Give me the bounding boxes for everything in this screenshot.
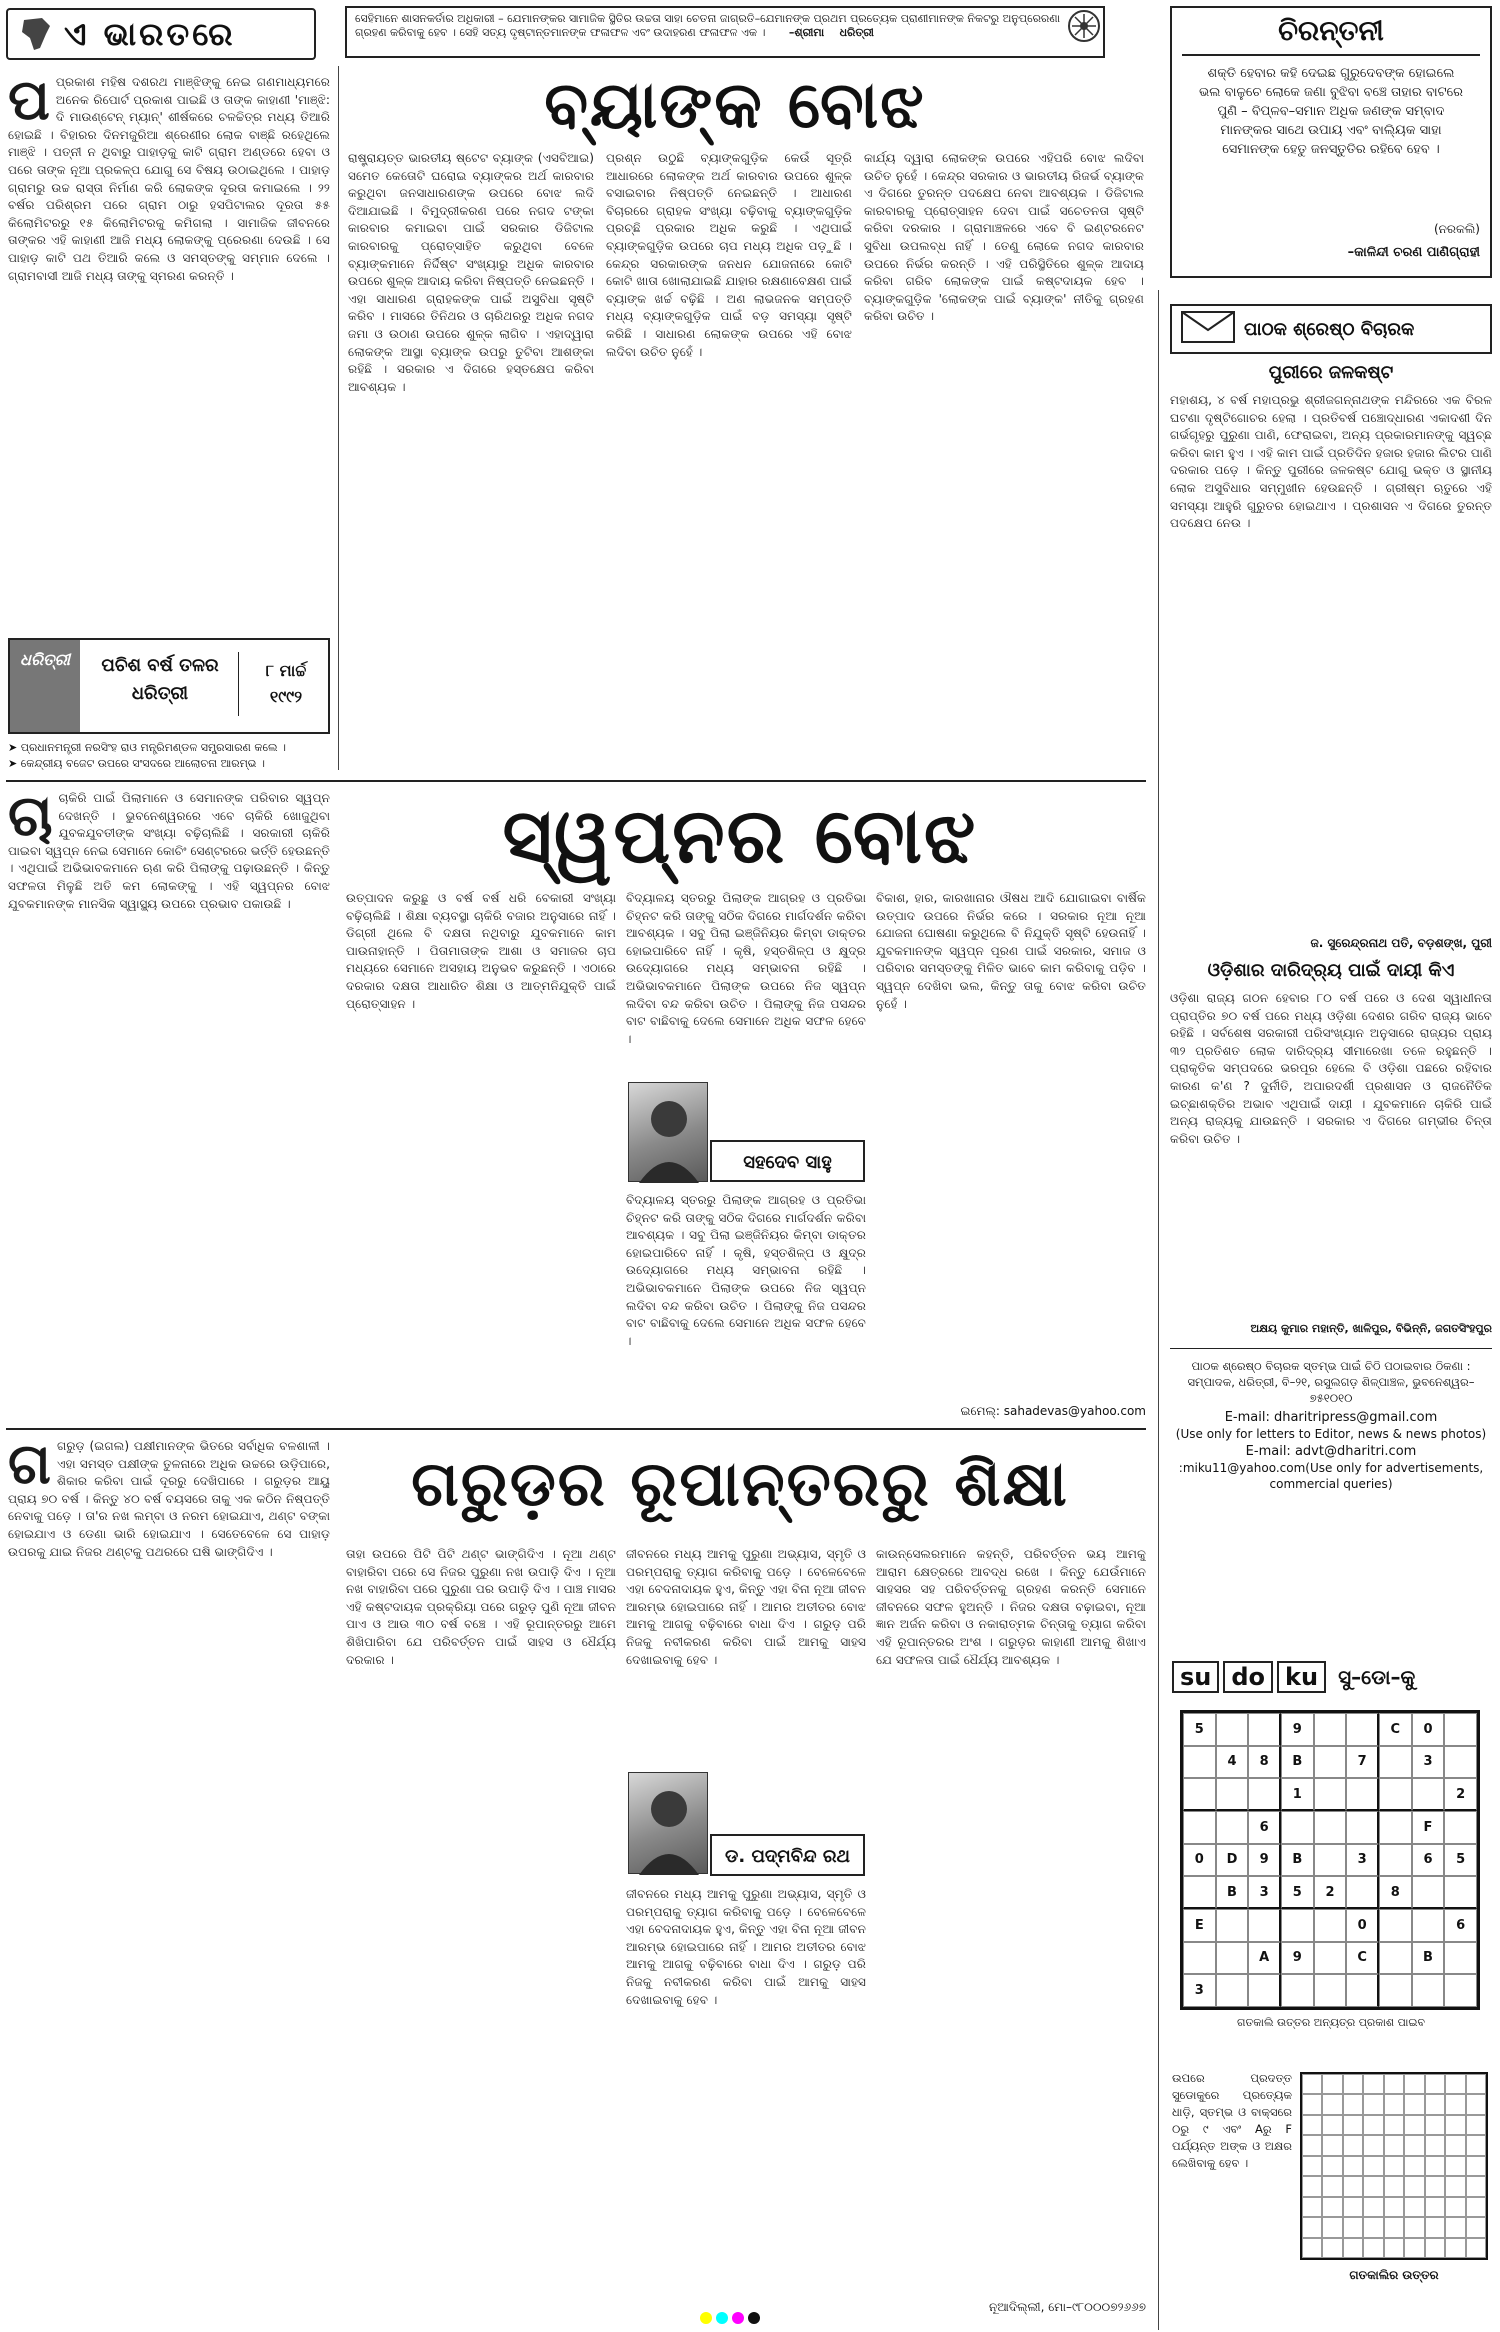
sudoku-cell[interactable]: E [1183,1909,1216,1942]
sudoku-rules: ଉପରେ ପ୍ରଦତ୍ତ ସୁଡୋକୁରେ ପ୍ରତ୍ୟେକ ଧାଡ଼ି, ସ୍ତମ୍ଭ ଓ ବାକ୍ସରେ ୦ରୁ ୯ ଏବଂ Aରୁ F ପର୍ଯ୍ୟନ୍ତ ଅଙ୍କ ଓ ଅକ୍ଷର ଲେଖିବାକୁ ହେବ । [1172,2071,1292,2170]
sudoku-cell[interactable] [1379,1942,1412,1975]
dream-column-1: ଚାଚାକିରି ପାଇଁ ପିଲାମାନେ ଓ ସେମାନଙ୍କ ପରିବାର ସ୍ୱପ୍ନ ଦେଖନ୍ତି । ଭୁବନେଶ୍ୱରରେ ଏବେ ଚାକିରି ଖୋଜୁଥିବା ଯୁବକଯୁବତୀଙ୍କ ସଂଖ୍ୟା ବଢ଼ିଚାଲିଛି । ସରକାରୀ ଚାକିରି ପାଇବା ସ୍ୱପ୍ନ ନେଇ ସେମାନେ କୋଚିଂ ସେଣ୍ଟରରେ ଭର୍ତ୍ତି ହେଉଛନ୍ତି । ଏଥିପାଇଁ ଅଭିଭାବକମାନେ ଋଣ କରି ପିଲାଙ୍କୁ ପଢ଼ାଉଛନ୍ତି । କିନ୍ତୁ ସଫଳତା ମିଳୁଛି ଅତି କମ ଲୋକଙ୍କୁ । ଏହି ସ୍ୱପ୍ନର ବୋଝ ଯୁବକମାନଙ୍କ ମାନସିକ ସ୍ୱାସ୍ଥ୍ୟ ଉପରେ ପ୍ରଭାବ ପକାଉଛି । [8,790,330,911]
sudoku-cell[interactable]: 8 [1379,1876,1412,1909]
chirantani-author: –କାଳିନ୍ଦୀ ଚରଣ ପାଣିଗ୍ରାହୀ [1347,245,1480,260]
sudoku-solution-note: ଗତକାଲି ଉତ୍ତର ଅନ୍ୟତ୍ର ପ୍ରକାଶ ପାଇବ [1237,2016,1425,2029]
sudoku-solution-cell [1466,2094,1486,2114]
sudoku-solution-cell [1384,2135,1404,2155]
sudoku-cell[interactable]: B [1412,1942,1445,1975]
sudoku-cell[interactable] [1248,1713,1281,1746]
sudoku-solution-cell [1425,2238,1445,2258]
sudoku-cell[interactable]: 0 [1183,1844,1216,1877]
sudoku-solution-cell [1445,2176,1465,2196]
sudoku-cell[interactable] [1379,1778,1412,1811]
sudoku-cell[interactable] [1444,1713,1477,1746]
dream-column-3: ବିଦ୍ୟାଳୟ ସ୍ତରରୁ ପିଲାଙ୍କ ଆଗ୍ରହ ଓ ପ୍ରତିଭା ଚିହ୍ନଟ କରି ତାଙ୍କୁ ସଠିକ ଦିଗରେ ମାର୍ଗଦର୍ଶନ କରିବା ଆବଶ୍ୟକ । ସବୁ ପିଲା ଇଞ୍ଜିନିୟର କିମ୍ବା ଡାକ୍ତର ହୋଇପାରିବେ ନାହିଁ । କୃଷି, ହସ୍ତଶିଳ୍ପ ଓ କ୍ଷୁଦ୍ର ଉଦ୍ୟୋଗରେ ମଧ୍ୟ ସମ୍ଭାବନା ରହିଛି । ଅଭିଭାବକମାନେ ପିଲାଙ୍କ ଉପରେ ନିଜ ସ୍ୱପ୍ନ ଲଦିବା ବନ୍ଦ କରିବା ଉଚିତ । ପିଲାଙ୍କୁ ନିଜ ପସନ୍ଦର ବାଟ ବାଛିବାକୁ ଦେଲେ ସେମାନେ ଅଧିକ ସଫଳ ହେବେ । [626,891,866,1046]
sudoku-solution-cell [1425,2197,1445,2217]
sudoku-solution-cell [1404,2238,1424,2258]
sudoku-solution-cell [1363,2176,1383,2196]
sudoku-cell[interactable] [1314,1746,1347,1779]
sudoku-solution-cell [1425,2156,1445,2176]
sudoku-answer-label: ଗତକାଲିର ଉତ୍ତର [1349,2268,1439,2282]
sudoku-solution-cell [1466,2197,1486,2217]
sudoku-solution-cell [1363,2156,1383,2176]
dharma-wheel-icon [1068,10,1100,42]
sudoku-cell[interactable]: 3 [1183,1974,1216,2007]
letter-2-author: ଅକ୍ଷୟ କୁମାର ମହାନ୍ତି, ଖାଳିପୁର, ବିଭିନ୍ନି, ଜଗତସିଂହପୁର [1250,1322,1492,1335]
sudoku-cell[interactable]: 2 [1444,1778,1477,1811]
letter-1-title: ପୁରୀରେ ଜଳକଷ୍ଟ [1268,362,1394,383]
sudoku-cell[interactable] [1281,1811,1314,1844]
dream-column-3b: ବିଦ୍ୟାଳୟ ସ୍ତରରୁ ପିଲାଙ୍କ ଆଗ୍ରହ ଓ ପ୍ରତିଭା ଚିହ୍ନଟ କରି ତାଙ୍କୁ ସଠିକ ଦିଗରେ ମାର୍ଗଦର୍ଶନ କରିବା ଆବଶ୍ୟକ । ସବୁ ପିଲା ଇଞ୍ଜିନିୟର କିମ୍ବା ଡାକ୍ତର ହୋଇପାରିବେ ନାହିଁ । କୃଷି, ହସ୍ତଶିଳ୍ପ ଓ କ୍ଷୁଦ୍ର ଉଦ୍ୟୋଗରେ ମଧ୍ୟ ସମ୍ଭାବନା ରହିଛି । ଅଭିଭାବକମାନେ ପିଲାଙ୍କ ଉପରେ ନିଜ ସ୍ୱପ୍ନ ଲଦିବା ବନ୍ଦ କରିବା ଉଚିତ । ପିଲାଙ୍କୁ ନିଜ ପସନ୍ଦର ବାଟ ବାଛିବାକୁ ଦେଲେ ସେମାନେ ଅଧିକ ସଫଳ ହେବେ । [626,1193,866,1348]
sudoku-cell[interactable] [1183,1746,1216,1779]
sudoku-cell[interactable]: C [1379,1713,1412,1746]
sudoku-solution-cell [1466,2135,1486,2155]
sudoku-solution-cell [1425,2135,1445,2155]
sudoku-solution-cell [1425,2094,1445,2114]
sudoku-cell[interactable]: 6 [1248,1811,1281,1844]
sudoku-solution-cell [1322,2135,1342,2155]
editor-email[interactable]: E-mail: dharitripress@gmail.com [1224,1410,1438,1425]
sudoku-previous-solution [1300,2072,1488,2260]
sudoku-solution-cell [1343,2197,1363,2217]
sudoku-cell[interactable] [1281,1974,1314,2007]
twentyfive-title: ପଚିଶ ବର୍ଷ ତଳର ଧରିତ୍ରୀ [101,655,219,704]
bank-column-2: ରାଷ୍ଟ୍ରାୟତ୍ତ ଭାରତୀୟ ଷ୍ଟେଟ ବ୍ୟାଙ୍କ (ଏସବିଆଇ) ସମେତ କେତୋଟି ଘରୋଇ ବ୍ୟାଙ୍କର ଅର୍ଥ କାରବାର କରୁଥିବା ଜନସାଧାରଣଙ୍କ ଉପରେ ବୋଝ ଲଦି ଦିଆଯାଇଛି । ବିମୁଦ୍ରୀକରଣ ପରେ ନଗଦ ଟଙ୍କା କାରବାର କମାଇବା ପାଇଁ ସରକାର ଡିଜିଟାଲ କାରବାରକୁ ପ୍ରୋତ୍ସାହିତ କରୁଥିବା ବେଳେ ବ୍ୟାଙ୍କମାନେ ନିର୍ଦ୍ଦିଷ୍ଟ ସଂଖ୍ୟାରୁ ଅଧିକ କାରବାର ଉପରେ ଶୁଳ୍କ ଆଦାୟ କରିବା ନିଷ୍ପତ୍ତି ନେଇଛନ୍ତି । ଏହା ସାଧାରଣ ଗ୍ରାହକଙ୍କ ପାଇଁ ଅସୁବିଧା ସୃଷ୍ଟି କରିବ । ମାସରେ ତିନିଥର ଓ ଚାରିଥରରୁ ଅଧିକ ନଗଦ ଜମା ଓ ଉଠାଣ ଉପରେ ଶୁଳ୍କ ଲାଗିବ । ଏହାଦ୍ୱାରା ଲୋକଙ୍କ ଆସ୍ଥା ବ୍ୟାଙ୍କ ଉପରୁ ତୁଟିବା ଆଶଙ୍କା ରହିଛି । ସରକାର ଏ ଦିଗରେ ହସ୍ତକ୍ଷେପ କରିବା ଆବଶ୍ୟକ । [348,151,594,394]
sudoku-solution-cell [1466,2156,1486,2176]
sudoku-cell[interactable] [1216,1778,1249,1811]
sudoku-cell[interactable]: 3 [1412,1746,1445,1779]
sudoku-cell[interactable]: 4 [1216,1746,1249,1779]
sudoku-solution-cell [1404,2074,1424,2094]
contact-note: ପାଠକ ଶ୍ରେଷ୍ଠ ବିଚାରକ ସ୍ତମ୍ଭ ପାଇଁ ଚିଠି ପଠାଇବାର ଠିକଣା : ସମ୍ପାଦକ, ଧରିତ୍ରୀ, ବି–୨୧, ରସୁଲଗଡ଼ ଶିଳ୍ପାଞ୍ଚଳ, ଭୁବନେଶ୍ୱର–୭୫୧୦୧୦ [1187,1359,1475,1405]
garuda-column-3: ଜୀବନରେ ମଧ୍ୟ ଆମକୁ ପୁରୁଣା ଅଭ୍ୟାସ, ସ୍ମୃତି ଓ ପରମ୍ପରାକୁ ତ୍ୟାଗ କରିବାକୁ ପଡ଼େ । ବେଳେବେଳେ ଏହା ବେଦନାଦାୟକ ହୁଏ, କିନ୍ତୁ ଏହା ବିନା ନୂଆ ଜୀବନ ଆରମ୍ଭ ହୋଇପାରେ ନାହିଁ । ଆମର ଅତୀତର ବୋଝ ଆମକୁ ଆଗକୁ ବଢ଼ିବାରେ ବାଧା ଦିଏ । ଗରୁଡ଼ ପରି ନିଜକୁ ନବୀକରଣ କରିବା ପାଇଁ ଆମକୁ ସାହସ ଦେଖାଇବାକୁ ହେବ । [626,1547,866,1667]
sudoku-solution-cell [1322,2115,1342,2135]
dream-column-2: ଉତ୍ପାଦନ କରୁଛୁ ଓ ବର୍ଷ ବର୍ଷ ଧରି ବେକାରୀ ସଂଖ୍ୟା ବଢ଼ିଚାଲିଛି । ଶିକ୍ଷା ବ୍ୟବସ୍ଥା ଚାକିରି ବଜାର ଅନୁସାରେ ନାହିଁ । ଡିଗ୍ରୀ ଥିଲେ ବି ଦକ୍ଷତା ନଥିବାରୁ ଯୁବକମାନେ କାମ ପାଉନାହାନ୍ତି । ପିତାମାତାଙ୍କ ଆଶା ଓ ସମାଜର ଚାପ ମଧ୍ୟରେ ସେମାନେ ଅସହାୟ ଅନୁଭବ କରୁଛନ୍ତି । ଏଠାରେ ଦରକାର ଦକ୍ଷତା ଆଧାରିତ ଶିକ୍ଷା ଓ ଆତ୍ମନିଯୁକ୍ତି ପାଇଁ ପ୍ରୋତ୍ସାହନ । [346,891,616,1011]
sudoku-solution-cell [1445,2156,1465,2176]
sudoku-cell[interactable]: B [1281,1844,1314,1877]
sudoku-cell[interactable] [1314,1778,1347,1811]
sudoku-cell[interactable] [1216,1713,1249,1746]
sudoku-grid[interactable] [1180,1710,1480,2010]
twentyfive-years-box [8,638,330,734]
advt-email-2[interactable]: :miku11@yahoo.com(Use only for advertisements, commercial queries) [1178,1461,1484,1491]
sudoku-cell[interactable] [1314,1713,1347,1746]
sudoku-cell[interactable]: B [1281,1746,1314,1779]
envelope-icon [1180,310,1236,348]
editor-email-note: (Use only for letters to Editor, news & news photos) [1175,1427,1487,1441]
sudoku-cell[interactable] [1444,1974,1477,2007]
letter-2-body: ଓଡ଼ିଶା ରାଜ୍ୟ ଗଠନ ହେବାର ୮୦ ବର୍ଷ ପରେ ଓ ଦେଶ ସ୍ୱାଧୀନତା ପ୍ରାପ୍ତିର ୭୦ ବର୍ଷ ପରେ ମଧ୍ୟ ଓଡ଼ିଶା ଦେଶର ଗରିବ ରାଜ୍ୟ ଭାବେ ରହିଛି । ସର୍ବଶେଷ ସରକାରୀ ପରିସଂଖ୍ୟାନ ଅନୁସାରେ ରାଜ୍ୟର ପ୍ରାୟ ୩୨ ପ୍ରତିଶତ ଲୋକ ଦାରିଦ୍ର୍ୟ ସୀମାରେଖା ତଳେ ରହୁଛନ୍ତି । ପ୍ରାକୃତିକ ସମ୍ପଦରେ ଭରପୂର ହେଲେ ବି ଓଡ଼ିଶା ପଛରେ ରହିବାର କାରଣ କ'ଣ ? ଦୁର୍ନୀତି, ଅପାରଦର୍ଶୀ ପ୍ରଶାସନ ଓ ରାଜନୈତିକ ଇଚ୍ଛାଶକ୍ତିର ଅଭାବ ଏଥିପାଇଁ ଦାୟୀ । ଯୁବକମାନେ ଚାକିରି ପାଇଁ ଅନ୍ୟ ରାଜ୍ୟକୁ ଯାଉଛନ୍ତି । ସରକାର ଏ ଦିଗରେ ଗମ୍ଭୀର ଚିନ୍ତା କରିବା ଉଚିତ । [1170,991,1492,1146]
sudoku-cell[interactable] [1248,1909,1281,1942]
sudoku-cell[interactable]: A [1248,1942,1281,1975]
sudoku-cell[interactable]: F [1412,1811,1445,1844]
sudoku-solution-cell [1384,2156,1404,2176]
sudoku-cell[interactable]: D [1216,1844,1249,1877]
letter-1-body: ମହାଶୟ, ୪ ବର୍ଷ ମହାପ୍ରଭୁ ଶ୍ରୀଜଗନ୍ନାଥଙ୍କ ମନ୍ଦିରରେ ଏକ ବିରଳ ଘଟଣା ଦୃଷ୍ଟିଗୋଚର ହେଲା । ପ୍ରତିବର୍ଷ ପଞ୍ଚୋଦ୍ଧାରଣ ଏକାଦଶୀ ଦିନ ଗର୍ଭଗୃହରୁ ପୁରୁଣା ପାଣି, ଫେରାଇବା, ଅନ୍ୟ ପ୍ରକାରମାନଙ୍କୁ ସ୍ୱଚ୍ଛ କରିବା କାମ ହୁଏ । ଏହି କାମ ପାଇଁ ପ୍ରତିଦିନ ହଜାର ହଜାର ଲିଟର ପାଣି ଦରକାର ପଡ଼େ । କିନ୍ତୁ ପୁରୀରେ ଜଳକଷ୍ଟ ଯୋଗୁ ଭକ୍ତ ଓ ସ୍ଥାନୀୟ ଲୋକ ଅସୁବିଧାର ସମ୍ମୁଖୀନ ହେଉଛନ୍ତି । ଗ୍ରୀଷ୍ମ ଋତୁରେ ଏହି ସମସ୍ୟା ଆହୁରି ଗୁରୁତର ହୋଇଥାଏ । ପ୍ରଶାସନ ଏ ଦିଗରେ ତୁରନ୍ତ ପଦକ୍ଷେପ ନେଉ । [1170,393,1492,531]
sudoku-cell[interactable] [1346,1811,1379,1844]
sudoku-cell[interactable] [1183,1778,1216,1811]
sudoku-solution-cell [1322,2156,1342,2176]
sudoku-solution-cell [1322,2094,1342,2114]
sudoku-solution-cell [1302,2197,1322,2217]
bank-column-3: ପ୍ରଶ୍ନ ଉଠୁଛି ବ୍ୟାଙ୍କଗୁଡ଼ିକ କେଉଁ ସୂତ୍ରି ଆଧାରରେ ଲୋକଙ୍କ ଅର୍ଥ କାରବାର ଉପରେ ଶୁଳ୍କ ବସାଇବାର ନିଷ୍ପତ୍ତି ନେଇଛନ୍ତି । ଆଧାରଣ ବିଚାରରେ ଗ୍ରାହକ ସଂଖ୍ୟା ବଢ଼ିବାକୁ ବ୍ୟାଙ୍କଗୁଡ଼ିକ ପ୍ରଚ୍ଛି ପ୍ରକାର ଅଧିକ କରୁଛି । ଏଥିପାଇଁ ବ୍ୟାଙ୍କଗୁଡ଼ିକ ଉପରେ ଚାପ ମଧ୍ୟ ଅଧିକ ପଡ଼ୁଛି । କେନ୍ଦ୍ର ସରକାରଙ୍କ ଜନଧନ ଯୋଜନାରେ କୋଟି କୋଟି ଖାତା ଖୋଲାଯାଇଛି ଯାହାର ରକ୍ଷଣାବେକ୍ଷଣ ପାଇଁ ବ୍ୟାଙ୍କ ଖର୍ଚ୍ଚ ବଢ଼ିଛି । ଅଣ ଲାଭଜନକ ସମ୍ପତ୍ତି ମଧ୍ୟ ବ୍ୟାଙ୍କଗୁଡ଼ିକ ପାଇଁ ବଡ଼ ସମସ୍ୟା ସୃଷ୍ଟି କରିଛି । ସାଧାରଣ ଲୋକଙ୍କ ଉପରେ ଏହି ବୋଝ ଲଦିବା ଉଚିତ ନୁହେଁ । [606,151,852,359]
top-quote-box: ସେହିମାନେ ଶାସନକର୍ତାର ଅଧିକାରୀ – ଯେମାନଙ୍କର ସାମାଜିକ ସ୍ଥିତିର ଉଚ୍ଚତା ସାହା ଚେତନା ଜାଗ୍ରତି–ଯେମାନଙ୍କ ପ୍ରଥମ ପ୍ରତ୍ୟେକ ପ୍ରାଣୀମାନଙ୍କ ନିକଟରୁ ଅନୁପ୍ରେରଣା ଗ୍ରହଣ କରିବାକୁ ହେବ । ସେହି ସତ୍ୟ ଦୃଷ୍ଟାନ୍ତମାନଙ୍କ ଫଳାଫଳ ଏବଂ ଉଦାହରଣ ଫଳାଫଳ ଏକ । –ଶ୍ରୀମା ଧରିତ୍ରୀ [345,6,1105,58]
sudoku-solution-cell [1404,2094,1424,2114]
sudoku-cell[interactable] [1314,1844,1347,1877]
sudoku-cell[interactable]: 9 [1281,1942,1314,1975]
dream-author-email: ଇମେଲ୍: sahadevas@yahoo.com [960,1404,1146,1418]
sudoku-cell[interactable] [1379,1974,1412,2007]
garuda-headline: ଗରୁଡ଼ର ରୂପାନ୍ତରରୁ ଶିକ୍ଷା [411,1447,1069,1520]
sudoku-solution-cell [1445,2238,1465,2258]
author-name-sahadev: ସହଦେବ ସାହୁ [710,1140,865,1182]
sudoku-solution-cell [1384,2197,1404,2217]
sudoku-cell[interactable] [1314,1811,1347,1844]
sudoku-cell[interactable] [1248,1778,1281,1811]
twentyfive-item-2: ➤ କେନ୍ଦ୍ରୀୟ ବଜେଟ ଉପରେ ସଂସଦରେ ଆଲୋଚନା ଆରମ୍ଭ । [8,757,265,770]
sudoku-cell[interactable] [1346,1778,1379,1811]
sudoku-cell[interactable] [1444,1746,1477,1779]
sudoku-cell[interactable] [1281,1909,1314,1942]
sudoku-cell[interactable]: 5 [1281,1876,1314,1909]
sudoku-solution-cell [1343,2115,1363,2135]
masthead-section-title: ଏ ଭାରତରେ [6,8,316,60]
sudoku-cell[interactable]: 2 [1314,1876,1347,1909]
sudoku-cell[interactable] [1412,1778,1445,1811]
sudoku-solution-cell [1384,2238,1404,2258]
sudoku-cell[interactable]: 3 [1248,1876,1281,1909]
twentyfive-date: ୮ ମାର୍ଚ୍ଚ ୧୯୯୨ [265,661,307,706]
sudoku-cell[interactable] [1314,1909,1347,1942]
sudoku-cell[interactable] [1444,1942,1477,1975]
sudoku-cell[interactable] [1379,1811,1412,1844]
sudoku-cell[interactable]: 0 [1412,1713,1445,1746]
sudoku-cell[interactable] [1314,1942,1347,1975]
sudoku-cell[interactable]: 6 [1444,1909,1477,1942]
sudoku-cell[interactable]: C [1346,1942,1379,1975]
dream-column-4: ବିକାଶ, ହାର, କାରଖାନାର ଔଷଧ ଆଦି ଯୋଗାଇବା ବାର୍ଷିକ ଉତ୍ପାଦ ଉପରେ ନିର୍ଭର କରେ । ସରକାର ନୂଆ ନୂଆ ଯୋଜନା ଘୋଷଣା କରୁଥିଲେ ବି ନିଯୁକ୍ତି ସୃଷ୍ଟି ହେଉନାହିଁ । ଯୁବକମାନଙ୍କ ସ୍ୱପ୍ନ ପୂରଣ ପାଇଁ ସରକାର, ସମାଜ ଓ ପରିବାର ସମସ୍ତଙ୍କୁ ମିଳିତ ଭାବେ କାମ କରିବାକୁ ପଡ଼ିବ । ସ୍ୱପ୍ନ ଦେଖିବା ଭଲ, କିନ୍ତୁ ତାକୁ ବୋଝ କରିବା ଉଚିତ ନୁହେଁ । [876,891,1146,1011]
sudoku-cell[interactable] [1216,1974,1249,2007]
sudoku-cell[interactable]: 0 [1346,1909,1379,1942]
sudoku-solution-cell [1425,2176,1445,2196]
sudoku-cell[interactable]: B [1216,1876,1249,1909]
sudoku-cell[interactable]: 3 [1346,1844,1379,1877]
author-photo-padmabindu [628,1772,708,1874]
sudoku-cell[interactable] [1379,1909,1412,1942]
contact-box [1170,1358,1492,1492]
sudoku-solution-cell [1445,2197,1465,2217]
chirantani-title: ଚିରନ୍ତନୀ [1182,14,1480,56]
twentyfive-item-1: ➤ ପ୍ରଧାନମନ୍ତ୍ରୀ ନରସିଂହ ରାଓ ମନ୍ତ୍ରିମଣ୍ଡଳ ସମ୍ପ୍ରସାରଣ କଲେ । [8,741,287,754]
sudoku-solution-cell [1445,2217,1465,2237]
sudoku-cell[interactable]: 9 [1248,1844,1281,1877]
sudoku-solution-cell [1466,2217,1486,2237]
sudoku-solution-cell [1363,2238,1383,2258]
sudoku-solution-cell [1343,2094,1363,2114]
author-photo-sahadev [628,1082,708,1182]
sudoku-cell[interactable]: 8 [1248,1746,1281,1779]
sudoku-solution-cell [1302,2135,1322,2155]
garuda-column-4: କାଉନ୍ସେଲରମାନେ କହନ୍ତି, ପରିବର୍ତ୍ତନ ଭୟ ଆମକୁ ଆରାମ କ୍ଷେତ୍ରରେ ଆବଦ୍ଧ ରଖେ । କିନ୍ତୁ ଯେଉଁମାନେ ସାହସର ସହ ପରିବର୍ତ୍ତନକୁ ଗ୍ରହଣ କରନ୍ତି ସେମାନେ ଜୀବନରେ ସଫଳ ହୁଅନ୍ତି । ନିଜର ଦକ୍ଷତା ବଢ଼ାଇବା, ନୂଆ ଜ୍ଞାନ ଅର୍ଜନ କରିବା ଓ ନକାରାତ୍ମକ ଚିନ୍ତାକୁ ତ୍ୟାଗ କରିବା ଏହି ରୂପାନ୍ତରର ଅଂଶ । ଗରୁଡ଼ର କାହାଣୀ ଆମକୁ ଶିଖାଏ ଯେ ସଫଳତା ପାଇଁ ଧୈର୍ଯ୍ୟ ଆବଶ୍ୟକ । [876,1547,1146,1667]
sudoku-cell[interactable] [1216,1909,1249,1942]
sudoku-solution-cell [1425,2074,1445,2094]
sudoku-cell[interactable] [1412,1909,1445,1942]
sudoku-solution-cell [1384,2074,1404,2094]
india-map-icon [16,14,56,54]
sudoku-solution-cell [1363,2115,1383,2135]
sudoku-cell[interactable]: 1 [1281,1778,1314,1811]
garuda-column-2: ତାହା ଉପରେ ପିଟି ପିଟି ଥଣ୍ଟ ଭାଙ୍ଗିଦିଏ । ନୂଆ ଥଣ୍ଟ ବାହାରିବା ପରେ ସେ ନିଜର ପୁରୁଣା ନଖ ଉପାଡ଼ି ଦିଏ । ନୂଆ ନଖ ବାହାରିବା ପରେ ପୁରୁଣା ପର ଉପାଡ଼ି ଦିଏ । ପାଞ୍ଚ ମାସର ଏହି କଷ୍ଟଦାୟକ ପ୍ରକ୍ରିୟା ପରେ ଗରୁଡ଼ ପୁଣି ନୂଆ ଜୀବନ ପାଏ ଓ ଆଉ ୩୦ ବର୍ଷ ବଞ୍ଚେ । ଏହି ରୂପାନ୍ତରରୁ ଆମେ ଶିଖିପାରିବା ଯେ ପରିବର୍ତ୍ତନ ପାଇଁ ସାହସ ଓ ଧୈର୍ଯ୍ୟ ଦରକାର । [346,1547,616,1667]
sudoku-cell[interactable] [1346,1876,1379,1909]
sudoku-solution-cell [1384,2094,1404,2114]
sudoku-cell[interactable] [1379,1844,1412,1877]
sudoku-solution-cell [1425,2115,1445,2135]
sudoku-cell[interactable]: 5 [1183,1713,1216,1746]
print-registration-marks [700,2312,760,2324]
sudoku-solution-cell [1466,2238,1486,2258]
sudoku-cell[interactable]: 9 [1281,1713,1314,1746]
sudoku-cell[interactable] [1444,1876,1477,1909]
sudoku-solution-cell [1404,2197,1424,2217]
sudoku-solution-cell [1466,2074,1486,2094]
dream-headline: ସ୍ୱପ୍ନର ବୋଝ [502,791,978,880]
sudoku-solution-cell [1363,2217,1383,2237]
sudoku-cell[interactable]: 5 [1444,1844,1477,1877]
sudoku-solution-cell [1343,2217,1363,2237]
sudoku-solution-cell [1302,2094,1322,2114]
sudoku-solution-cell [1445,2115,1465,2135]
sudoku-solution-cell [1363,2094,1383,2114]
chirantani-source: (ନରକଲି) [1433,222,1480,236]
sudoku-cell[interactable] [1379,1746,1412,1779]
chirantani-box [1170,6,1492,278]
sudoku-solution-cell [1322,2074,1342,2094]
sudoku-cell[interactable] [1216,1811,1249,1844]
sudoku-cell[interactable] [1314,1974,1347,2007]
sudoku-title: su do ku ସୁ–ଡୋ–କୁ [1172,1656,1492,1698]
sudoku-solution-cell [1302,2217,1322,2237]
letter-1-author: ଜ. ସୁରେନ୍ଦ୍ରନାଥ ପତି, ବଡ଼ଶଙ୍ଖ, ପୁରୀ [1310,936,1492,950]
chirantani-poem: ଶକ୍ତି ହେବାର କହି ଦେଇଛ ଗୁରୁଦେବଙ୍କ ହୋଇଲେ ଭଲ ବାଳୁଚେ ଲୋକେ ଜଣା ବୁଝିବା ବଞ୍ଚେ ତାହାର ବାଟରେ ପୁଣି – ବିପ୍ଳବ–ସମାନ ଅଧିକ ଜଣଙ୍କ ସମ୍ବାଦ ମାନଙ୍କର ସାଥେ ଉପାୟ ଏବଂ ବାଲ୍ୟିକ ସାହା ସେମାନଙ୍କ ହେତୁ ଜନସ୍ତୁତିର ରହିବେ ହେବ । [1198,66,1464,157]
sudoku-solution-cell [1384,2115,1404,2135]
sudoku-solution-cell [1363,2197,1383,2217]
twentyfive-label: ଧରିତ୍ରୀ [10,640,80,732]
sudoku-solution-cell [1343,2156,1363,2176]
bank-column-1: ପପ୍ରକାଶ ମହିଷ ଦଶରଥ ମାଞ୍ଝିଙ୍କୁ ନେଇ ଗଣମାଧ୍ୟମରେ ଅନେକ ରିପୋର୍ଟ ପ୍ରକାଶ ପାଇଛି ଓ ତାଙ୍କ କାହାଣୀ 'ମାଞ୍ଝି: ଦି ମାଉଣ୍ଟେନ୍ ମ୍ୟାନ୍' ଶୀର୍ଷକରେ ଚଳଚ୍ଚିତ୍ର ମଧ୍ୟ ତିଆରି ହୋଇଛି । ବିହାରର ଦିନମଜୁରିଆ ଶ୍ରେଣୀର ଲୋକ ବାଞ୍ଛି ରହେଥିଲେ ମାଞ୍ଝି । ପତ୍ନୀ ନ ଥିବାରୁ ପାହାଡ଼କୁ କାଟି ଗ୍ରାମ ଅଣ୍ଡରେ ହେବା ଓ ପରେ ତାଙ୍କ ନୂଆ ପ୍ରକଳ୍ପ ଯୋଗୁ ସେ ବିଷୟ ଉଠାଇଥିଲେ । ପାହାଡ଼ ଗ୍ରାମରୁ ଉଚ୍ଚ ରାସ୍ତା ନିର୍ମାଣ କରି ଲୋକଙ୍କ ଦୂରତା କମାଇଲେ । ୨୨ ବର୍ଷର ପରିଶ୍ରମ ପରେ ଗ୍ରାମ ଠାରୁ ହସପିଟାଲର ଦୂରତା ୫୫ କିଲୋମିଟରରୁ ୧୫ କିଲୋମିଟରକୁ କମିଗଲା । ସାମାଜିକ ଜୀବନରେ ତାଙ୍କର ଏହି କାହାଣୀ ଆଜି ମଧ୍ୟ ଲୋକଙ୍କୁ ପ୍ରେରଣା ଦେଉଛି । ସେ ପାହାଡ଼ କାଟି ପଥ ତିଆରି କଲେ ଓ ସମସ୍ତଙ୍କୁ ସମ୍ମାନ ଦେଲେ । ଗ୍ରାମବାସୀ ଆଜି ମଧ୍ୟ ତାଙ୍କୁ ସ୍ମରଣ କରନ୍ତି । [8,74,330,283]
sudoku-cell[interactable]: 7 [1346,1746,1379,1779]
sudoku-solution-cell [1343,2176,1363,2196]
sudoku-solution-cell [1384,2176,1404,2196]
sudoku-solution-cell [1404,2135,1424,2155]
bank-column-4: କାର୍ଯ୍ୟ ଦ୍ୱାରା ଲୋକଙ୍କ ଉପରେ ଏହିପରି ବୋଝ ଲଦିବା ଉଚିତ ନୁହେଁ । କେନ୍ଦ୍ର ସରକାର ଓ ଭାରତୀୟ ରିଜର୍ଭ ବ୍ୟାଙ୍କ ଏ ଦିଗରେ ତୁରନ୍ତ ପଦକ୍ଷେପ ନେବା ଆବଶ୍ୟକ । ଡିଜିଟାଲ କାରବାରକୁ ପ୍ରୋତ୍ସାହନ ଦେବା ପାଇଁ ସଚେତନତା ସୃଷ୍ଟି କରିବା ଦରକାର । ଗ୍ରାମାଞ୍ଚଳରେ ଏବେ ବି ଇଣ୍ଟରନେଟ ସୁବିଧା ଉପଲବ୍ଧ ନାହିଁ । ତେଣୁ ଲୋକେ ନଗଦ କାରବାର ଉପରେ ନିର୍ଭର କରନ୍ତି । ଏହି ପରିସ୍ଥିତିରେ ଶୁଳ୍କ ଆଦାୟ କରିବା ଗରିବ ଲୋକଙ୍କ ପାଇଁ କଷ୍ଟଦାୟକ ହେବ । ବ୍ୟାଙ୍କଗୁଡ଼ିକ 'ଲୋକଙ୍କ ପାଇଁ ବ୍ୟାଙ୍କ' ନୀତିକୁ ଗ୍ରହଣ କରିବା ଉଚିତ । [864,151,1144,324]
sudoku-cell[interactable] [1216,1942,1249,1975]
sudoku-cell[interactable] [1346,1713,1379,1746]
sudoku-solution-cell [1363,2135,1383,2155]
sudoku-solution-cell [1343,2238,1363,2258]
advt-email[interactable]: E-mail: advt@dharitri.com [1245,1444,1417,1459]
sudoku-solution-cell [1404,2217,1424,2237]
author-name-padmabindu: ଡ. ପଦ୍ମବିନ୍ଦ ରଥ [710,1834,865,1876]
sudoku-solution-cell [1363,2074,1383,2094]
reader-banner: ପାଠକ ଶ୍ରେଷ୍ଠ ବିଚାରକ [1170,304,1492,354]
brand-name: ଧରିତ୍ରୀ [839,26,874,39]
sudoku-solution-cell [1466,2115,1486,2135]
sudoku-cell[interactable] [1444,1811,1477,1844]
quote-author: –ଶ୍ରୀମା [788,26,825,39]
sudoku-solution-cell [1384,2217,1404,2237]
sudoku-cell[interactable] [1412,1974,1445,2007]
sudoku-solution-cell [1404,2115,1424,2135]
sudoku-solution-cell [1404,2176,1424,2196]
sudoku-solution-cell [1445,2135,1465,2155]
sudoku-solution-cell [1302,2176,1322,2196]
sudoku-cell[interactable] [1248,1974,1281,2007]
sudoku-solution-cell [1343,2135,1363,2155]
sudoku-solution-cell [1322,2217,1342,2237]
sudoku-solution-cell [1302,2156,1322,2176]
bank-headline: ବ୍ୟାଙ୍କ ବୋଝ [544,69,926,143]
sudoku-solution-cell [1445,2094,1465,2114]
sudoku-solution-cell [1322,2238,1342,2258]
sudoku-solution-cell [1322,2176,1342,2196]
garuda-column-3b: ଜୀବନରେ ମଧ୍ୟ ଆମକୁ ପୁରୁଣା ଅଭ୍ୟାସ, ସ୍ମୃତି ଓ ପରମ୍ପରାକୁ ତ୍ୟାଗ କରିବାକୁ ପଡ଼େ । ବେଳେବେଳେ ଏହା ବେଦନାଦାୟକ ହୁଏ, କିନ୍ତୁ ଏହା ବିନା ନୂଆ ଜୀବନ ଆରମ୍ଭ ହୋଇପାରେ ନାହିଁ । ଆମର ଅତୀତର ବୋଝ ଆମକୁ ଆଗକୁ ବଢ଼ିବାରେ ବାଧା ଦିଏ । ଗରୁଡ଼ ପରି ନିଜକୁ ନବୀକରଣ କରିବା ପାଇଁ ଆମକୁ ସାହସ ଦେଖାଇବାକୁ ହେବ । [626,1887,866,2007]
sudoku-cell[interactable] [1412,1876,1445,1909]
garuda-author-address: ନୂଆଦିଲ୍ଲୀ, ମୋ–୯୮୦୦୦୭୨୬୬୭ [988,2300,1146,2314]
sudoku-solution-cell [1322,2197,1342,2217]
sudoku-solution-cell [1302,2074,1322,2094]
sudoku-cell[interactable]: 6 [1412,1844,1445,1877]
sudoku-solution-cell [1343,2074,1363,2094]
sudoku-cell[interactable] [1183,1811,1216,1844]
sudoku-solution-cell [1302,2115,1322,2135]
garuda-column-1: ଗଗରୁଡ଼ (ଇଗଲ) ପକ୍ଷୀମାନଙ୍କ ଭିତରେ ସର୍ବାଧିକ ବଳଶାଳୀ । ଏହା ସମସ୍ତ ପକ୍ଷୀଙ୍କ ତୁଳନାରେ ଅଧିକ ଉଚ୍ଚରେ ଉଡ଼ିପାରେ, ଶିକାର କରିବା ପାଇଁ ଦୂରରୁ ଦେଖିପାରେ । ଗରୁଡ଼ର ଆୟୁ ପ୍ରାୟ ୭୦ ବର୍ଷ । କିନ୍ତୁ ୪୦ ବର୍ଷ ବୟସରେ ତାକୁ ଏକ କଠିନ ନିଷ୍ପତ୍ତି ନେବାକୁ ପଡ଼େ । ତା'ର ନଖ ଲମ୍ବା ଓ ନରମ ହୋଇଯାଏ, ଥଣ୍ଟ ବଙ୍କା ହୋଇଯାଏ ଓ ଡେଣା ଭାରି ହୋଇଯାଏ । ସେତେବେଳେ ସେ ପାହାଡ଼ ଉପରକୁ ଯାଇ ନିଜର ଥଣ୍ଟକୁ ପଥରରେ ଘଷି ଭାଙ୍ଗିଦିଏ । [8,1438,330,1559]
sudoku-cell[interactable] [1183,1942,1216,1975]
sudoku-solution-cell [1466,2176,1486,2196]
sudoku-solution-cell [1425,2217,1445,2237]
sudoku-solution-cell [1404,2156,1424,2176]
sudoku-cell[interactable] [1346,1974,1379,2007]
letter-2-title: ଓଡ଼ିଶାର ଦାରିଦ୍ର୍ୟ ପାଇଁ ଦାୟୀ କିଏ [1207,960,1455,981]
sudoku-solution-cell [1302,2238,1322,2258]
sudoku-solution-cell [1445,2074,1465,2094]
sudoku-cell[interactable] [1183,1876,1216,1909]
